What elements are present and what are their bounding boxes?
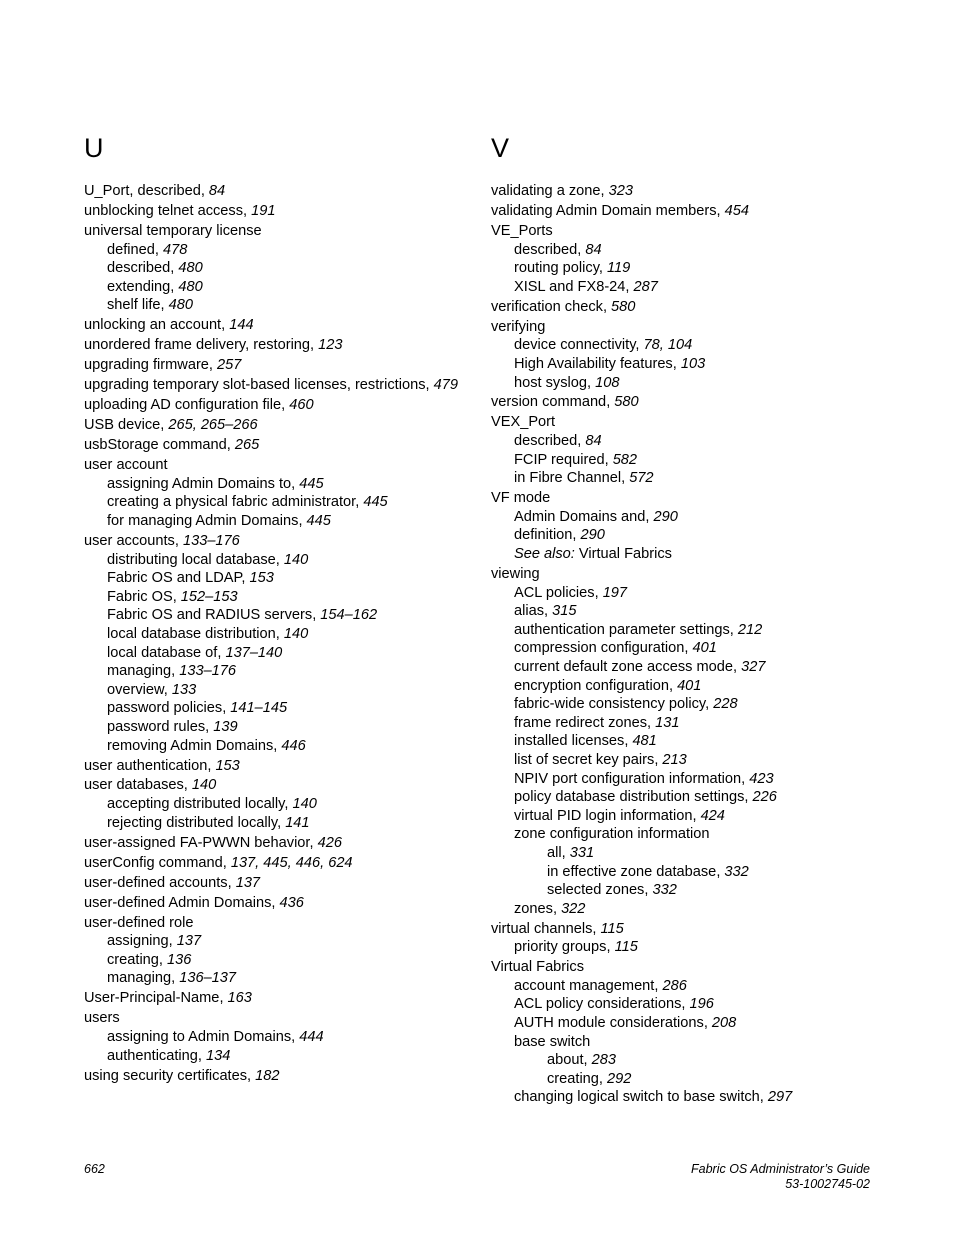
index-entry: extending, 480 <box>107 278 203 295</box>
index-term: in effective zone database <box>547 863 717 880</box>
index-page-refs: 152–153 <box>180 588 238 605</box>
index-page-refs: 140 <box>292 796 317 813</box>
index-term: routing policy <box>514 260 599 277</box>
index-page-refs: 153 <box>215 757 240 774</box>
index-term: XISL and FX8-24 <box>514 278 626 295</box>
index-entry: current default zone access mode, 327 <box>514 658 766 675</box>
index-term: about <box>547 1052 584 1069</box>
index-entry: unlocking an account, 144 <box>84 317 254 334</box>
index-term: unblocking telnet access <box>84 202 244 219</box>
index-entry: for managing Admin Domains, 445 <box>107 513 331 529</box>
doc-number: 53-1002745-02 <box>785 1177 870 1191</box>
index-page-refs: 332 <box>724 863 749 880</box>
index-term: verifying <box>491 318 546 335</box>
index-page-refs: 287 <box>633 278 658 295</box>
index-page-refs: 137–140 <box>225 644 283 661</box>
index-page-refs: 445 <box>363 494 388 511</box>
index-entry: local database distribution, 140 <box>107 625 309 642</box>
footer-doc-info <box>691 1162 870 1192</box>
index-page-refs: 208 <box>711 1015 737 1032</box>
index-page-refs: 137 <box>235 874 261 891</box>
index-term: accepting distributed locally <box>107 796 285 813</box>
index-term: changing logical switch to base switch <box>514 1089 760 1106</box>
index-entry: User-Principal-Name, 163 <box>84 990 252 1007</box>
index-term: for managing Admin Domains <box>107 513 299 529</box>
index-page-refs: 481 <box>632 733 657 750</box>
index-entry: verification check, 580 <box>491 298 636 315</box>
index-term: fabric-wide consistency policy <box>514 696 706 713</box>
index-page-refs: 84 <box>208 183 226 199</box>
index-entry: uploading AD configuration file, 460 <box>84 397 314 414</box>
index-entry: password policies, 141–145 <box>107 700 288 717</box>
index-entry: unblocking telnet access, 191 <box>84 202 276 219</box>
index-entry: account management, 286 <box>514 977 687 994</box>
see-also-label: See also: <box>514 546 575 563</box>
index-entry: selected zones, 332 <box>547 882 677 899</box>
index-page-refs: 197 <box>602 584 628 601</box>
index-page-refs: 182 <box>255 1067 280 1084</box>
index-page-refs: 445 <box>299 475 324 492</box>
index-page-refs: 133–176 <box>179 663 237 680</box>
index-entry: routing policy, 119 <box>514 260 631 277</box>
index-entry: Fabric OS, 152–153 <box>107 588 238 605</box>
index-entry: policy database distribution settings, 226 <box>514 789 777 806</box>
index-entry: Admin Domains and, 290 <box>514 508 678 525</box>
index-page-refs: 78, 104 <box>643 337 693 354</box>
index-entry: ACL policies, 197 <box>514 584 628 601</box>
index-term: creating <box>547 1070 599 1087</box>
index-page-refs: 445 <box>306 513 331 529</box>
index-term: managing <box>107 663 172 680</box>
index-term: zone configuration information <box>514 826 710 843</box>
index-page-refs: 140 <box>191 777 217 794</box>
index-term: High Availability features <box>514 355 673 372</box>
index-term: assigning to Admin Domains <box>107 1028 292 1045</box>
index-term: NPIV port configuration information <box>514 770 742 787</box>
index-entry: U_Port, described, 84 <box>84 183 226 199</box>
index-entry: priority groups, 115 <box>514 939 638 956</box>
index-entry: Fabric OS and LDAP, 153 <box>107 570 274 587</box>
index-term: authentication parameter settings <box>514 621 730 638</box>
index-term: installed licenses <box>514 733 625 750</box>
index-term: FCIP required <box>514 451 605 468</box>
index-entry <box>84 1009 476 1028</box>
index-term: validating a zone <box>491 183 601 199</box>
index-page-refs: 572 <box>629 470 654 487</box>
page-number: 662 <box>84 1162 105 1176</box>
index-page-refs: 153 <box>249 570 274 587</box>
index-entry: device connectivity, 78, 104 <box>514 337 693 354</box>
index-entry: rejecting distributed locally, 141 <box>107 814 310 831</box>
index-term: viewing <box>491 566 540 582</box>
index-term: upgrading firmware <box>84 357 209 374</box>
index-term: validating Admin Domain members <box>491 202 717 219</box>
index-entry: usbStorage command, 265 <box>84 437 260 454</box>
index-page-refs: 144 <box>229 317 254 334</box>
index-term: using security certificates <box>84 1067 248 1084</box>
index-term: virtual PID login information <box>514 807 693 824</box>
index-term: authenticating <box>107 1047 198 1064</box>
index-entry <box>491 413 891 432</box>
index-page-refs: 332 <box>652 882 677 899</box>
index-term: Fabric OS and RADIUS servers <box>107 607 313 624</box>
index-term: base switch <box>514 1033 591 1050</box>
index-page-refs: 84 <box>585 241 602 258</box>
index-page-refs: 283 <box>591 1052 616 1069</box>
index-page-refs: 115 <box>600 920 624 937</box>
index-entry: authentication parameter settings, 212 <box>514 621 763 638</box>
index-page-refs: 297 <box>767 1089 793 1106</box>
index-page-refs: 226 <box>752 789 777 806</box>
index-entry: NPIV port configuration information, 423 <box>514 770 774 787</box>
index-entry <box>491 318 891 337</box>
index-entry: user databases, 140 <box>84 777 217 794</box>
index-entry <box>84 456 476 475</box>
index-term: policy database distribution settings <box>514 789 745 806</box>
index-page-refs: 134 <box>206 1047 231 1064</box>
index-entry: userConfig command, 137, 445, 446, 624 <box>84 854 353 871</box>
index-page-refs: 444 <box>299 1028 324 1045</box>
index-page-refs: 315 <box>552 603 577 620</box>
index-entry: fabric-wide consistency policy, 228 <box>514 696 738 713</box>
index-entry: unordered frame delivery, restoring, 123 <box>84 337 343 354</box>
index-term: frame redirect zones <box>514 714 648 731</box>
index-page-refs: 290 <box>653 508 678 525</box>
index-entry: list of secret key pairs, 213 <box>514 751 687 768</box>
index-entry: overview, 133 <box>107 681 197 698</box>
index-entry <box>84 222 476 241</box>
index-term: unordered frame delivery, restoring <box>84 337 311 354</box>
index-page-refs: 133 <box>171 681 197 698</box>
index-term: user databases <box>84 777 184 794</box>
index-page-refs: 140 <box>283 625 309 642</box>
index-letter-heading: U <box>84 133 104 163</box>
index-page-refs: 580 <box>611 298 636 315</box>
index-term: host syslog <box>514 374 588 391</box>
index-page-refs: 292 <box>607 1070 632 1087</box>
index-page-refs: 423 <box>749 770 774 787</box>
index-page-refs: 108 <box>595 374 620 391</box>
index-term: creating a physical fabric administrator <box>107 494 356 511</box>
index-page-refs: 265, 265–266 <box>168 417 258 434</box>
index-term: password policies <box>107 700 223 717</box>
index-entry: authenticating, 134 <box>107 1047 231 1064</box>
index-entry: removing Admin Domains, 446 <box>107 737 306 754</box>
index-term: user-defined Admin Domains <box>84 894 272 911</box>
index-entry: user accounts, 133–176 <box>84 532 240 549</box>
index-term: VEX_Port <box>491 414 556 431</box>
index-page-refs: 479 <box>433 377 458 394</box>
index-page-refs: 212 <box>737 621 763 638</box>
index-page-refs: 123 <box>318 337 343 354</box>
index-letter-heading: V <box>491 133 510 163</box>
index-page-refs: 322 <box>561 900 586 917</box>
index-entry <box>491 958 891 977</box>
index-page-refs: 84 <box>585 433 602 450</box>
index-entry: creating, 292 <box>547 1070 632 1087</box>
index-term: User-Principal-Name <box>84 990 220 1007</box>
index-entry: version command, 580 <box>491 394 639 411</box>
index-page-refs: 257 <box>217 357 242 374</box>
index-entry <box>491 545 891 564</box>
index-term: Virtual Fabrics <box>578 546 672 563</box>
index-page-refs: 580 <box>614 394 639 411</box>
index-term: distributing local database <box>107 551 276 568</box>
index-entry: upgrading temporary slot-based licenses, restrictions, 479 <box>84 377 458 394</box>
index-page-refs: 163 <box>227 990 252 1007</box>
index-term: local database of <box>107 644 218 661</box>
index-entry: defined, 478 <box>107 241 188 258</box>
index-page-refs: 137, 445, 446, 624 <box>230 854 353 871</box>
index-page-refs: 436 <box>279 894 304 911</box>
index-entry: validating a zone, 323 <box>491 183 634 199</box>
index-term: overview <box>107 681 164 698</box>
index-term: version command <box>491 394 607 411</box>
index-page-refs: 331 <box>569 844 595 861</box>
index-entry: user-assigned FA-PWWN behavior, 426 <box>84 834 342 851</box>
index-page-refs: 133–176 <box>182 532 240 549</box>
index-entry: user-defined accounts, 137 <box>84 874 261 891</box>
index-page-refs: 460 <box>289 397 314 414</box>
index-entry: local database of, 137–140 <box>107 644 283 661</box>
index-entry: FCIP required, 582 <box>514 451 638 468</box>
index-term: virtual channels <box>491 920 593 937</box>
index-term: definition <box>514 527 573 544</box>
index-term: rejecting distributed locally <box>107 814 278 831</box>
index-page-refs: 327 <box>741 658 766 675</box>
index-page-refs: 228 <box>713 696 738 713</box>
index-entry: described, 84 <box>514 433 602 450</box>
index-entry: managing, 136–137 <box>107 970 237 987</box>
index-term: described <box>107 260 171 277</box>
index-page-refs: 191 <box>251 202 276 219</box>
index-entry: alias, 315 <box>514 603 577 620</box>
index-entry: managing, 133–176 <box>107 663 237 680</box>
index-term: user-defined accounts <box>84 874 228 891</box>
index-entry <box>491 1033 891 1052</box>
index-page-refs: 265 <box>234 437 260 454</box>
index-entry: validating Admin Domain members, 454 <box>491 202 749 219</box>
index-column-v <box>491 130 891 1107</box>
index-page-refs: 446 <box>281 737 306 754</box>
index-page-refs: 136–137 <box>179 970 237 987</box>
index-term: managing <box>107 970 172 987</box>
index-term: compression configuration <box>514 640 685 657</box>
index-term: in Fibre Channel <box>514 470 622 487</box>
index-term: priority groups <box>514 939 607 956</box>
index-entry: host syslog, 108 <box>514 374 620 391</box>
index-entry <box>491 222 891 241</box>
index-entry: assigning, 137 <box>107 933 202 950</box>
index-term: zones <box>514 900 553 917</box>
index-entry: XISL and FX8-24, 287 <box>514 278 658 295</box>
index-entry: compression configuration, 401 <box>514 640 717 657</box>
index-term: VE_Ports <box>491 222 553 239</box>
guide-title: Fabric OS Administrator’s Guide <box>691 1162 870 1176</box>
index-page-refs: 119 <box>607 260 631 277</box>
index-entry: ACL policy considerations, 196 <box>514 996 714 1013</box>
index-term: defined <box>107 241 155 258</box>
index-entry: all, 331 <box>547 844 595 861</box>
index-term: local database distribution <box>107 625 276 642</box>
index-page-refs: 139 <box>213 718 238 735</box>
index-entry-list <box>491 182 891 1107</box>
index-column-u <box>84 130 476 1085</box>
index-term: AUTH module considerations <box>514 1015 704 1032</box>
index-page-refs: 131 <box>655 714 680 731</box>
index-page-refs: 137 <box>176 933 202 950</box>
index-entry: zones, 322 <box>514 900 586 917</box>
index-entry: assigning Admin Domains to, 445 <box>107 475 324 492</box>
index-page-refs: 426 <box>317 834 342 851</box>
index-term: users <box>84 1010 120 1027</box>
index-term: list of secret key pairs <box>514 751 655 768</box>
index-term: Virtual Fabrics <box>491 959 584 976</box>
index-page-refs: 196 <box>689 996 714 1013</box>
index-term: Admin Domains and <box>514 508 646 525</box>
index-entry: assigning to Admin Domains, 444 <box>107 1028 324 1045</box>
index-entry: in effective zone database, 332 <box>547 863 749 880</box>
index-entry: accepting distributed locally, 140 <box>107 796 317 813</box>
index-term: assigning <box>107 933 169 950</box>
index-page-refs: 103 <box>680 355 706 372</box>
index-entry: about, 283 <box>547 1052 616 1069</box>
index-page-refs: 154–162 <box>320 607 378 624</box>
index-term: ACL policies <box>514 584 595 601</box>
index-entry: using security certificates, 182 <box>84 1067 280 1084</box>
index-term: user authentication <box>84 757 208 774</box>
index-term: assigning Admin Domains to <box>107 475 292 492</box>
index-entry: distributing local database, 140 <box>107 551 309 568</box>
index-entry: described, 480 <box>107 260 203 277</box>
index-term: selected zones <box>547 882 645 899</box>
index-term: extending <box>107 278 171 295</box>
index-entry: creating a physical fabric administrator, 445 <box>107 494 388 511</box>
index-page-refs: 141–145 <box>230 700 288 717</box>
index-term: USB device <box>84 417 161 434</box>
index-entry: user authentication, 153 <box>84 757 240 774</box>
index-entry: Fabric OS and RADIUS servers, 154–162 <box>107 607 378 624</box>
index-entry: definition, 290 <box>514 527 605 544</box>
index-page-refs: 454 <box>724 202 749 219</box>
index-page-refs: 290 <box>580 527 605 544</box>
index-term: user-assigned FA-PWWN behavior <box>84 834 310 851</box>
index-term: current default zone access mode <box>514 658 734 675</box>
index-term: described <box>514 241 578 258</box>
index-page-refs: 140 <box>283 551 309 568</box>
index-term: userConfig command <box>84 854 223 871</box>
index-term: creating <box>107 951 159 968</box>
index-entry: described, 84 <box>514 241 602 258</box>
index-term: alias <box>514 603 545 620</box>
index-entry: virtual PID login information, 424 <box>514 807 725 824</box>
index-term: all <box>547 844 562 861</box>
index-page-refs: 401 <box>677 677 702 694</box>
index-entry: changing logical switch to base switch, 297 <box>514 1089 793 1106</box>
index-page-refs: 480 <box>178 278 203 295</box>
index-page-refs: 115 <box>614 939 638 956</box>
index-entry-list <box>84 182 476 1085</box>
index-entry: frame redirect zones, 131 <box>514 714 680 731</box>
index-term: verification check <box>491 298 603 315</box>
index-page-refs: 401 <box>692 640 717 657</box>
index-term: universal temporary license <box>84 222 262 239</box>
index-entry: password rules, 139 <box>107 718 238 735</box>
index-page-refs: 480 <box>178 260 203 277</box>
index-entry <box>491 565 891 584</box>
index-term: usbStorage command <box>84 437 227 454</box>
index-term: password rules <box>107 718 206 735</box>
index-term: device connectivity <box>514 337 636 354</box>
index-entry: creating, 136 <box>107 951 192 968</box>
index-entry <box>491 825 891 844</box>
index-entry <box>491 489 891 508</box>
index-term: shelf life <box>107 297 161 314</box>
index-term: Fabric OS and LDAP <box>107 570 242 587</box>
index-entry: High Availability features, 103 <box>514 355 706 372</box>
index-page-refs: 480 <box>168 297 194 314</box>
index-term: uploading AD configuration file <box>84 397 282 414</box>
index-entry: AUTH module considerations, 208 <box>514 1015 737 1032</box>
index-page-refs: 213 <box>662 751 687 768</box>
index-page-refs: 136 <box>167 951 192 968</box>
index-term: described <box>514 433 578 450</box>
index-term: encryption configuration <box>514 677 669 694</box>
index-entry: USB device, 265, 265–266 <box>84 417 258 434</box>
index-entry: shelf life, 480 <box>107 297 194 314</box>
index-page-refs: 582 <box>612 451 638 468</box>
index-entry: in Fibre Channel, 572 <box>514 470 654 487</box>
index-entry: upgrading firmware, 257 <box>84 357 242 374</box>
index-term: account management <box>514 977 655 994</box>
index-page-refs: 424 <box>700 807 725 824</box>
index-term: U_Port, described <box>84 183 201 199</box>
index-page-refs: 286 <box>662 977 687 994</box>
index-entry: installed licenses, 481 <box>514 733 657 750</box>
index-term: ACL policy considerations <box>514 996 682 1013</box>
index-term: VF mode <box>491 490 551 507</box>
index-entry: virtual channels, 115 <box>491 920 624 937</box>
index-page-refs: 323 <box>608 183 634 199</box>
index-term: user account <box>84 457 168 474</box>
index-term: Fabric OS <box>107 588 173 605</box>
index-page-refs: 141 <box>285 814 310 831</box>
index-entry: user-defined Admin Domains, 436 <box>84 894 304 911</box>
index-entry <box>84 914 476 933</box>
index-page-refs: 478 <box>163 241 188 258</box>
index-term: unlocking an account <box>84 317 222 334</box>
index-entry: encryption configuration, 401 <box>514 677 702 694</box>
index-term: user accounts <box>84 532 175 549</box>
index-term: upgrading temporary slot-based licenses, restrictions <box>84 377 426 394</box>
index-term: removing Admin Domains <box>107 737 274 754</box>
index-term: user-defined role <box>84 914 194 931</box>
